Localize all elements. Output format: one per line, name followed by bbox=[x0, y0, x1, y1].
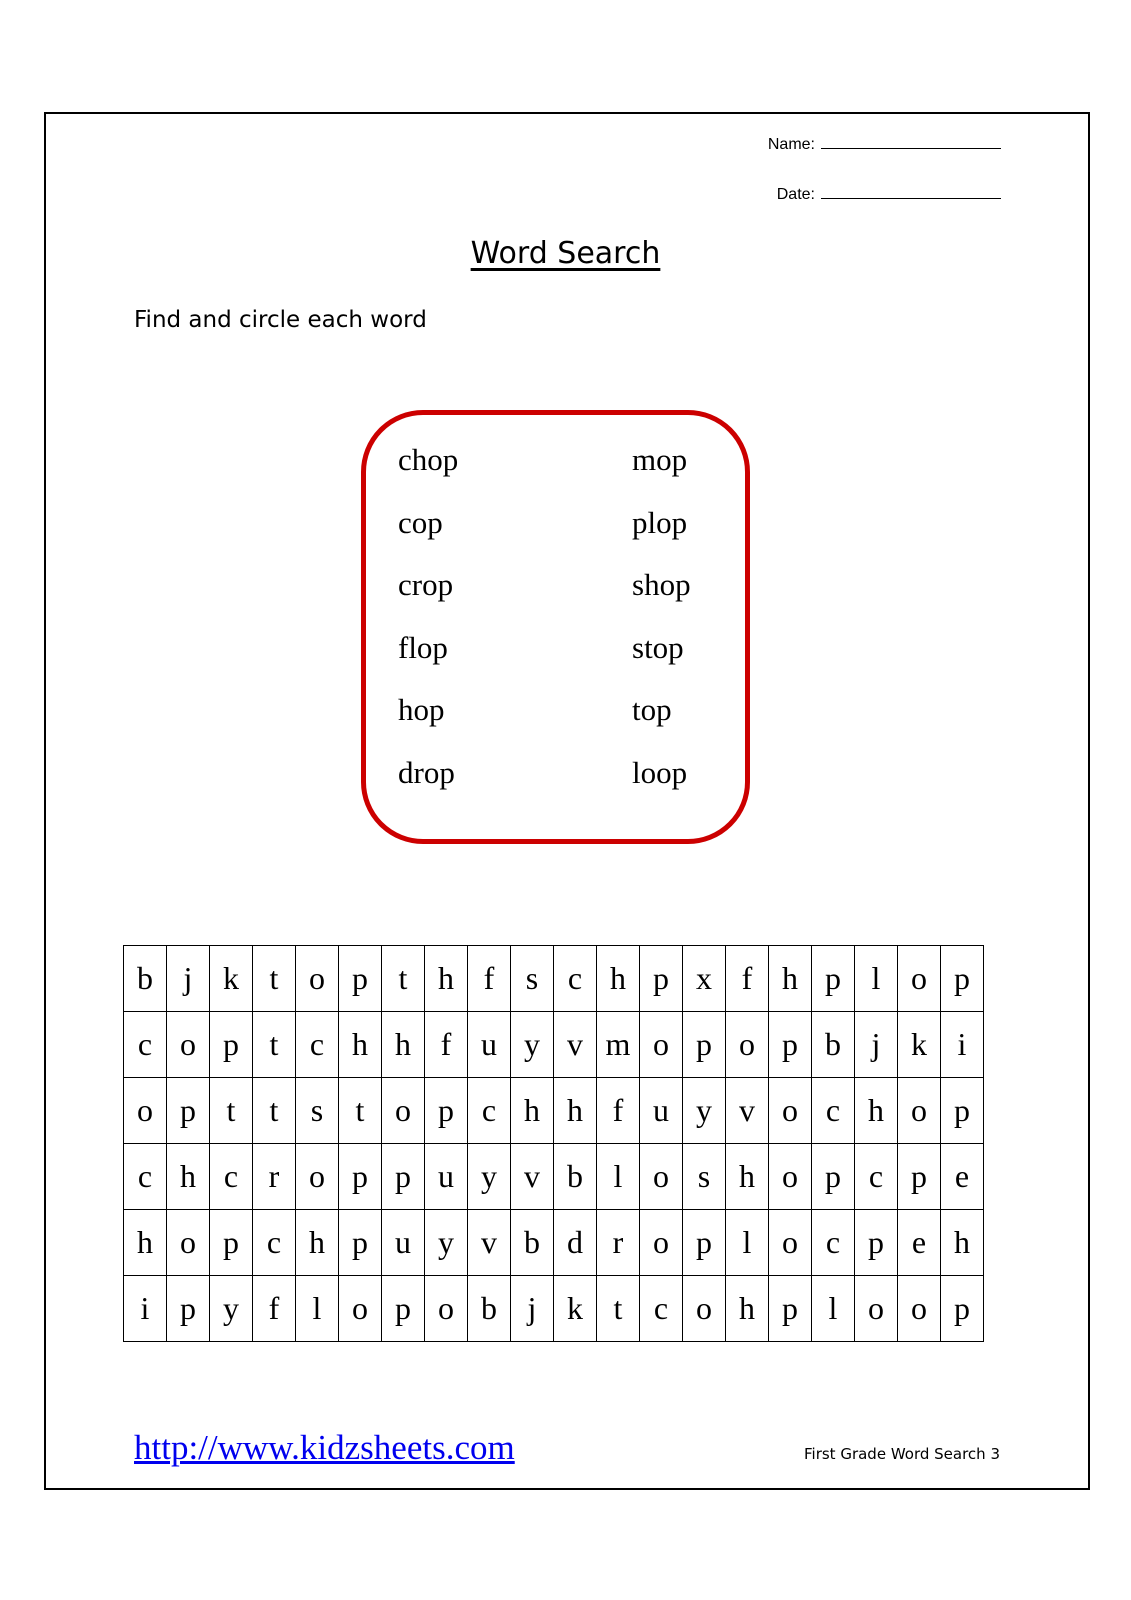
grid-cell[interactable]: p bbox=[210, 1210, 253, 1276]
grid-cell[interactable]: m bbox=[597, 1012, 640, 1078]
grid-cell[interactable]: p bbox=[339, 1144, 382, 1210]
grid-cell[interactable]: h bbox=[339, 1012, 382, 1078]
grid-cell[interactable]: r bbox=[253, 1144, 296, 1210]
grid-cell[interactable]: h bbox=[425, 946, 468, 1012]
grid-cell[interactable]: f bbox=[468, 946, 511, 1012]
word-item: mop bbox=[632, 442, 688, 477]
grid-cell[interactable]: o bbox=[855, 1276, 898, 1342]
grid-cell[interactable]: t bbox=[382, 946, 425, 1012]
grid-cell[interactable]: o bbox=[167, 1012, 210, 1078]
grid-cell[interactable]: k bbox=[898, 1012, 941, 1078]
grid-cell[interactable]: y bbox=[210, 1276, 253, 1342]
name-line[interactable] bbox=[821, 147, 1001, 149]
grid-cell[interactable]: u bbox=[425, 1144, 468, 1210]
website-link[interactable]: http://www.kidzsheets.com bbox=[134, 1428, 515, 1467]
grid-cell[interactable]: o bbox=[167, 1210, 210, 1276]
grid-cell[interactable]: h bbox=[941, 1210, 984, 1276]
grid-cell[interactable]: l bbox=[296, 1276, 339, 1342]
grid-cell[interactable]: o bbox=[296, 1144, 339, 1210]
grid-cell[interactable]: j bbox=[511, 1276, 554, 1342]
grid-cell[interactable]: f bbox=[425, 1012, 468, 1078]
word-item: loop bbox=[632, 754, 688, 790]
grid-cell[interactable]: k bbox=[210, 946, 253, 1012]
grid-cell[interactable]: c bbox=[855, 1144, 898, 1210]
grid-cell[interactable]: h bbox=[726, 1144, 769, 1210]
grid-cell[interactable]: h bbox=[769, 946, 812, 1012]
grid-cell[interactable]: h bbox=[167, 1144, 210, 1210]
grid-cell[interactable]: o bbox=[898, 1276, 941, 1342]
grid-cell[interactable]: o bbox=[683, 1276, 726, 1342]
grid-cell[interactable]: o bbox=[640, 1210, 683, 1276]
grid-cell[interactable]: p bbox=[210, 1012, 253, 1078]
grid-cell[interactable]: p bbox=[640, 946, 683, 1012]
grid-cell[interactable]: h bbox=[554, 1078, 597, 1144]
grid-cell[interactable]: l bbox=[726, 1210, 769, 1276]
grid-cell[interactable]: h bbox=[726, 1276, 769, 1342]
grid-cell[interactable]: o bbox=[769, 1210, 812, 1276]
grid-cell[interactable]: p bbox=[167, 1078, 210, 1144]
grid-cell[interactable]: o bbox=[769, 1078, 812, 1144]
letter-grid bbox=[123, 945, 984, 1342]
grid-cell[interactable]: o bbox=[898, 1078, 941, 1144]
grid-cell[interactable]: t bbox=[253, 1012, 296, 1078]
grid-cell[interactable]: o bbox=[296, 946, 339, 1012]
grid-cell[interactable]: o bbox=[640, 1012, 683, 1078]
grid-row bbox=[124, 946, 984, 1012]
word-item: stop bbox=[632, 629, 684, 665]
word-item: top bbox=[632, 692, 672, 727]
grid-cell[interactable]: p bbox=[382, 1276, 425, 1342]
grid-cell[interactable]: s bbox=[683, 1144, 726, 1210]
grid-cell[interactable]: p bbox=[339, 1210, 382, 1276]
grid-cell[interactable]: o bbox=[769, 1144, 812, 1210]
grid-cell[interactable]: p bbox=[339, 946, 382, 1012]
grid-cell[interactable]: i bbox=[124, 1276, 167, 1342]
grid-cell[interactable]: o bbox=[640, 1144, 683, 1210]
grid-cell[interactable]: c bbox=[812, 1078, 855, 1144]
grid-cell[interactable]: o bbox=[339, 1276, 382, 1342]
grid-row bbox=[124, 1144, 984, 1210]
grid-cell[interactable]: h bbox=[511, 1078, 554, 1144]
word-item: drop bbox=[398, 754, 455, 790]
grid-cell[interactable]: l bbox=[855, 946, 898, 1012]
footer-label: First Grade Word Search 3 bbox=[803, 1445, 1000, 1463]
word-item: plop bbox=[632, 504, 688, 540]
name-field[interactable] bbox=[768, 136, 1001, 154]
grid-row bbox=[124, 1276, 984, 1342]
grid-cell[interactable]: p bbox=[683, 1210, 726, 1276]
grid-cell[interactable]: p bbox=[812, 1144, 855, 1210]
word-item: chop bbox=[398, 442, 459, 477]
grid-cell[interactable]: o bbox=[898, 946, 941, 1012]
grid-row bbox=[124, 1012, 984, 1078]
grid-cell[interactable]: r bbox=[597, 1210, 640, 1276]
grid-cell[interactable]: h bbox=[382, 1012, 425, 1078]
grid-cell[interactable]: p bbox=[769, 1012, 812, 1078]
date-line[interactable] bbox=[821, 197, 1001, 199]
grid-cell[interactable]: v bbox=[468, 1210, 511, 1276]
grid-cell[interactable]: c bbox=[124, 1012, 167, 1078]
grid-cell[interactable]: u bbox=[640, 1078, 683, 1144]
page-title: Word Search bbox=[470, 236, 661, 271]
grid-cell[interactable]: s bbox=[296, 1078, 339, 1144]
grid-cell[interactable]: l bbox=[597, 1144, 640, 1210]
grid-cell[interactable]: s bbox=[511, 946, 554, 1012]
name-label: Name: bbox=[767, 136, 815, 153]
grid-cell[interactable]: o bbox=[726, 1012, 769, 1078]
grid-cell[interactable]: f bbox=[726, 946, 769, 1012]
grid-cell[interactable]: y bbox=[425, 1210, 468, 1276]
grid-cell[interactable]: b bbox=[124, 946, 167, 1012]
date-field[interactable] bbox=[777, 186, 1001, 204]
grid-cell[interactable]: c bbox=[468, 1078, 511, 1144]
grid-cell[interactable]: x bbox=[683, 946, 726, 1012]
grid-cell[interactable]: p bbox=[855, 1210, 898, 1276]
grid-cell[interactable]: p bbox=[425, 1078, 468, 1144]
grid-cell[interactable]: p bbox=[898, 1144, 941, 1210]
instruction-text: Find and circle each word bbox=[134, 307, 427, 333]
grid-cell[interactable]: p bbox=[941, 1078, 984, 1144]
grid-cell[interactable]: k bbox=[554, 1276, 597, 1342]
grid-cell[interactable]: p bbox=[941, 946, 984, 1012]
grid-cell[interactable]: u bbox=[468, 1012, 511, 1078]
grid-cell[interactable]: o bbox=[382, 1078, 425, 1144]
grid-cell[interactable]: y bbox=[683, 1078, 726, 1144]
grid-cell[interactable]: h bbox=[855, 1078, 898, 1144]
grid-row bbox=[124, 1078, 984, 1144]
grid-cell[interactable]: p bbox=[812, 946, 855, 1012]
grid-cell[interactable]: f bbox=[253, 1276, 296, 1342]
grid-cell[interactable]: b bbox=[812, 1012, 855, 1078]
grid-cell[interactable]: v bbox=[511, 1144, 554, 1210]
grid-cell[interactable]: t bbox=[253, 1078, 296, 1144]
grid-cell[interactable]: y bbox=[511, 1012, 554, 1078]
grid-cell[interactable]: p bbox=[941, 1276, 984, 1342]
grid-cell[interactable]: e bbox=[898, 1210, 941, 1276]
grid-cell[interactable]: b bbox=[511, 1210, 554, 1276]
grid-cell[interactable]: t bbox=[339, 1078, 382, 1144]
grid-cell[interactable]: b bbox=[468, 1276, 511, 1342]
word-item: flop bbox=[398, 629, 448, 665]
grid-cell[interactable]: v bbox=[554, 1012, 597, 1078]
grid-cell[interactable]: o bbox=[124, 1078, 167, 1144]
grid-cell[interactable]: c bbox=[124, 1144, 167, 1210]
word-list bbox=[398, 440, 718, 815]
grid-cell[interactable]: t bbox=[253, 946, 296, 1012]
grid-cell[interactable]: i bbox=[941, 1012, 984, 1078]
word-item: shop bbox=[632, 567, 691, 602]
word-item: cop bbox=[398, 504, 443, 540]
grid-cell[interactable]: t bbox=[597, 1276, 640, 1342]
grid-cell[interactable]: v bbox=[726, 1078, 769, 1144]
grid-cell[interactable]: f bbox=[597, 1078, 640, 1144]
grid-cell[interactable]: h bbox=[597, 946, 640, 1012]
grid-cell[interactable]: h bbox=[124, 1210, 167, 1276]
grid-cell[interactable]: c bbox=[640, 1276, 683, 1342]
grid-cell[interactable]: p bbox=[683, 1012, 726, 1078]
grid-cell[interactable]: o bbox=[425, 1276, 468, 1342]
grid-cell[interactable]: l bbox=[812, 1276, 855, 1342]
grid-cell[interactable]: p bbox=[382, 1144, 425, 1210]
grid-cell[interactable]: c bbox=[210, 1144, 253, 1210]
grid-cell[interactable]: c bbox=[812, 1210, 855, 1276]
grid-cell[interactable]: j bbox=[855, 1012, 898, 1078]
grid-cell[interactable]: c bbox=[554, 946, 597, 1012]
grid-cell[interactable]: b bbox=[554, 1144, 597, 1210]
grid-cell[interactable]: p bbox=[769, 1276, 812, 1342]
grid-cell[interactable]: j bbox=[167, 946, 210, 1012]
grid-cell[interactable]: c bbox=[296, 1012, 339, 1078]
grid-cell[interactable]: c bbox=[253, 1210, 296, 1276]
grid-cell[interactable]: p bbox=[167, 1276, 210, 1342]
grid-cell[interactable]: h bbox=[296, 1210, 339, 1276]
grid-cell[interactable]: u bbox=[382, 1210, 425, 1276]
grid-cell[interactable]: t bbox=[210, 1078, 253, 1144]
word-item: crop bbox=[398, 567, 454, 602]
grid-cell[interactable]: y bbox=[468, 1144, 511, 1210]
date-label: Date: bbox=[776, 186, 815, 203]
grid-row bbox=[124, 1210, 984, 1276]
grid-cell[interactable]: d bbox=[554, 1210, 597, 1276]
grid-cell[interactable]: e bbox=[941, 1144, 984, 1210]
word-item: hop bbox=[398, 692, 445, 727]
